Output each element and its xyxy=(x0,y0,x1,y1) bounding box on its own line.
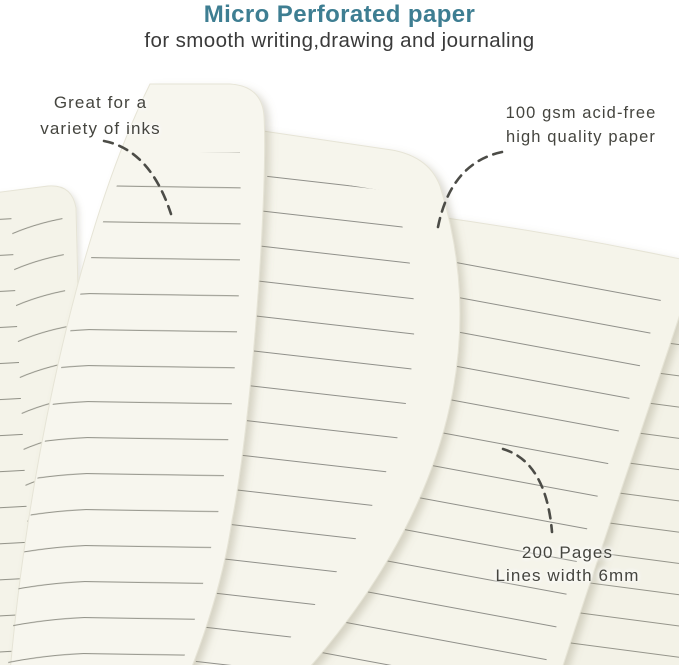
page-title: Micro Perforated paper xyxy=(203,1,476,28)
annotation-paper-quality-line2: high quality paper xyxy=(505,128,657,146)
page-subtitle: for smooth writing,drawing and journaling xyxy=(144,29,535,52)
annotation-paper-quality-line1: 100 gsm acid-free xyxy=(505,104,657,122)
annotation-ink-line1: Great for a xyxy=(53,93,148,112)
annotation-page-count-line1: 200 Pages xyxy=(521,543,614,562)
annotation-page-count xyxy=(475,542,660,587)
annotation-page-count-line2: Lines width 6mm xyxy=(495,565,640,585)
annotation-ink xyxy=(18,90,183,141)
annotation-ink-line2: variety of inks xyxy=(40,118,161,138)
annotation-paper-quality xyxy=(495,101,667,149)
